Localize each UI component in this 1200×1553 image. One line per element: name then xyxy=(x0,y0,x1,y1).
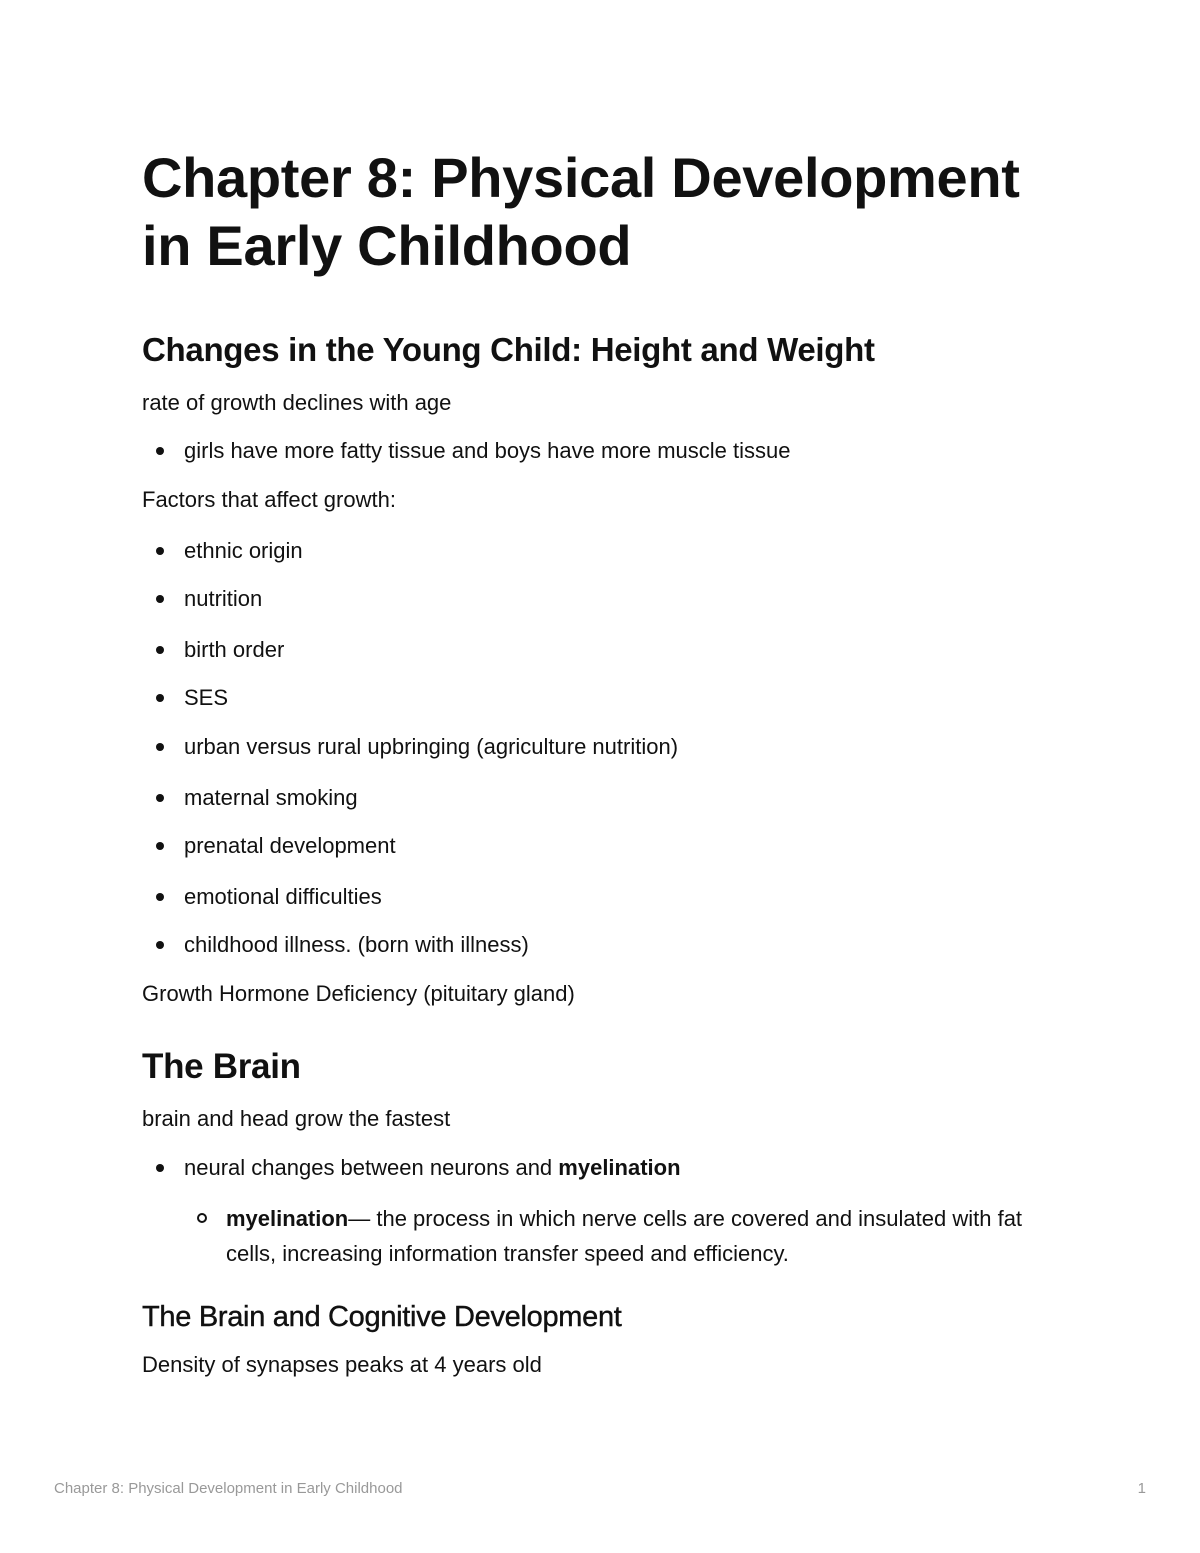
list-item-factor xyxy=(184,683,228,713)
list-item-text: prenatal development xyxy=(184,833,396,858)
bullet-icon xyxy=(156,1164,164,1172)
bullet-icon xyxy=(156,595,164,603)
list-item-text: ethnic origin xyxy=(184,538,303,563)
list-item-bold-term: myelination xyxy=(558,1155,681,1180)
bullet-icon xyxy=(156,842,164,850)
list-item-text: childhood illness. (born with illness) xyxy=(184,932,529,957)
bullet-icon xyxy=(156,447,164,455)
bullet-icon xyxy=(156,893,164,901)
heading-cognitive: The Brain and Cognitive Development xyxy=(142,1301,622,1333)
list-item-factor xyxy=(184,831,396,861)
bullet-icon xyxy=(156,743,164,751)
footer-page-number: 1 xyxy=(1137,1480,1146,1497)
bullet-icon xyxy=(156,941,164,949)
document-title: Chapter 8: Physical Development in Early Childhood xyxy=(142,146,1020,277)
list-item-text: girls have more fatty tissue and boys have more muscle tissue xyxy=(184,438,791,463)
heading-height-weight: Changes in the Young Child: Height and Weight xyxy=(142,331,875,368)
list-item-factor xyxy=(184,732,678,762)
list-item-factor xyxy=(184,783,358,813)
sub-list-item-myelination xyxy=(226,1201,1066,1271)
paragraph-growth-rate: rate of growth declines with age xyxy=(142,390,452,415)
list-item-factor xyxy=(184,635,284,665)
paragraph-synapses: Density of synapses peaks at 4 years old xyxy=(142,1352,542,1377)
list-item-text: urban versus rural upbringing (agriculture nutrition) xyxy=(184,734,679,759)
list-item-factor xyxy=(184,882,382,912)
sub-list-item-definition: — the process in which nerve cells are covered and insulated with fat cells, increasing information transfer speed and efficiency. xyxy=(226,1206,1023,1266)
list-item-text: emotional difficulties xyxy=(184,884,382,909)
list-item-text: SES xyxy=(184,685,229,710)
footer-title: Chapter 8: Physical Development in Early Childhood xyxy=(54,1480,403,1497)
list-item-factor xyxy=(184,584,262,614)
bullet-icon xyxy=(156,694,164,702)
list-item-text: nutrition xyxy=(184,586,263,611)
list-item-factor xyxy=(184,536,303,566)
paragraph-brain-growth: brain and head grow the fastest xyxy=(142,1106,451,1131)
list-item-factor xyxy=(184,930,529,960)
heading-brain: The Brain xyxy=(142,1047,301,1086)
list-item-text: birth order xyxy=(184,637,285,662)
list-item-text: maternal smoking xyxy=(184,785,358,810)
paragraph-ghd: Growth Hormone Deficiency (pituitary gland) xyxy=(142,981,575,1006)
hollow-bullet-icon xyxy=(197,1213,207,1223)
bullet-icon xyxy=(156,646,164,654)
paragraph-factors-label: Factors that affect growth: xyxy=(142,487,396,512)
bullet-icon xyxy=(156,794,164,802)
sub-list-item-term: myelination xyxy=(226,1206,349,1231)
list-item-text: neural changes between neurons and xyxy=(184,1155,559,1180)
list-item-tissue xyxy=(184,436,791,466)
list-item-neural-changes xyxy=(184,1153,681,1183)
bullet-icon xyxy=(156,547,164,555)
